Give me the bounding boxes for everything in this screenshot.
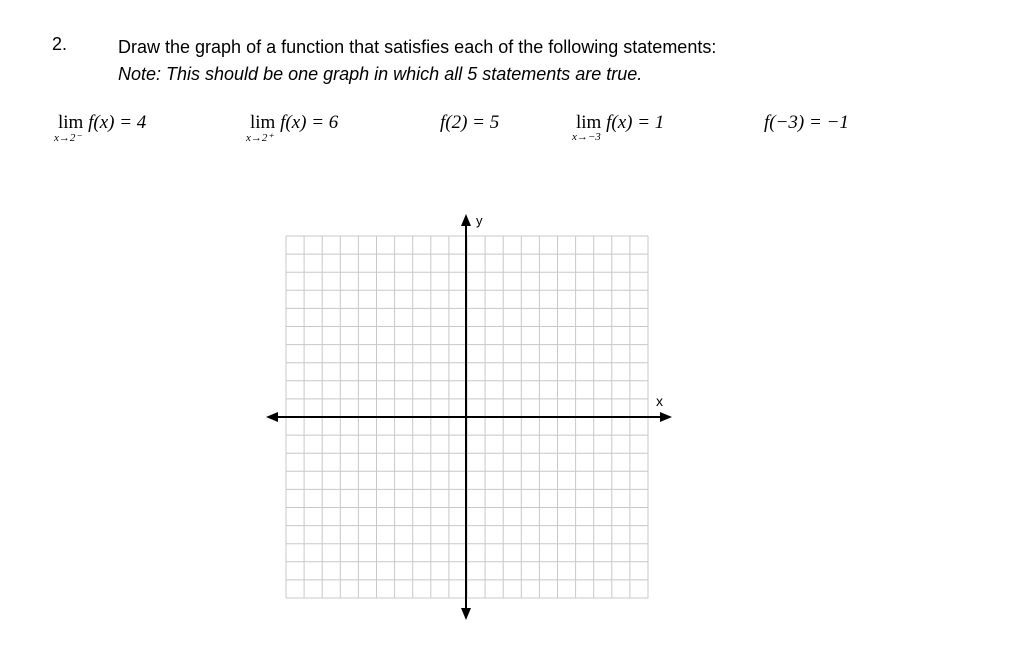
instruction-note: Note: This should be one graph in which all 5 statements are true. <box>118 64 643 84</box>
statement-expression: f(x) = 1 <box>606 112 665 133</box>
x-axis <box>266 412 672 422</box>
statement-expression: f(x) = 6 <box>280 112 339 133</box>
limit-subscript: x→−3 <box>572 131 601 143</box>
limit-subscript: x→2⁺ <box>246 132 274 144</box>
y-axis-label: y <box>476 213 483 228</box>
statement-expression: f(2) = 5 <box>440 112 500 133</box>
statement-expression: f(x) = 4 <box>88 112 147 133</box>
limit-word: lim <box>576 112 602 133</box>
limit-word: lim <box>250 112 276 133</box>
x-axis-label: x <box>656 393 663 409</box>
instruction-text: Draw the graph of a function that satisfies each of the following statements: <box>118 37 717 57</box>
limit-subscript: x→2⁻ <box>54 132 82 144</box>
question-number: 2. <box>52 34 68 54</box>
limit-word: lim <box>58 112 84 133</box>
statement-expression: f(−3) = −1 <box>764 112 849 133</box>
